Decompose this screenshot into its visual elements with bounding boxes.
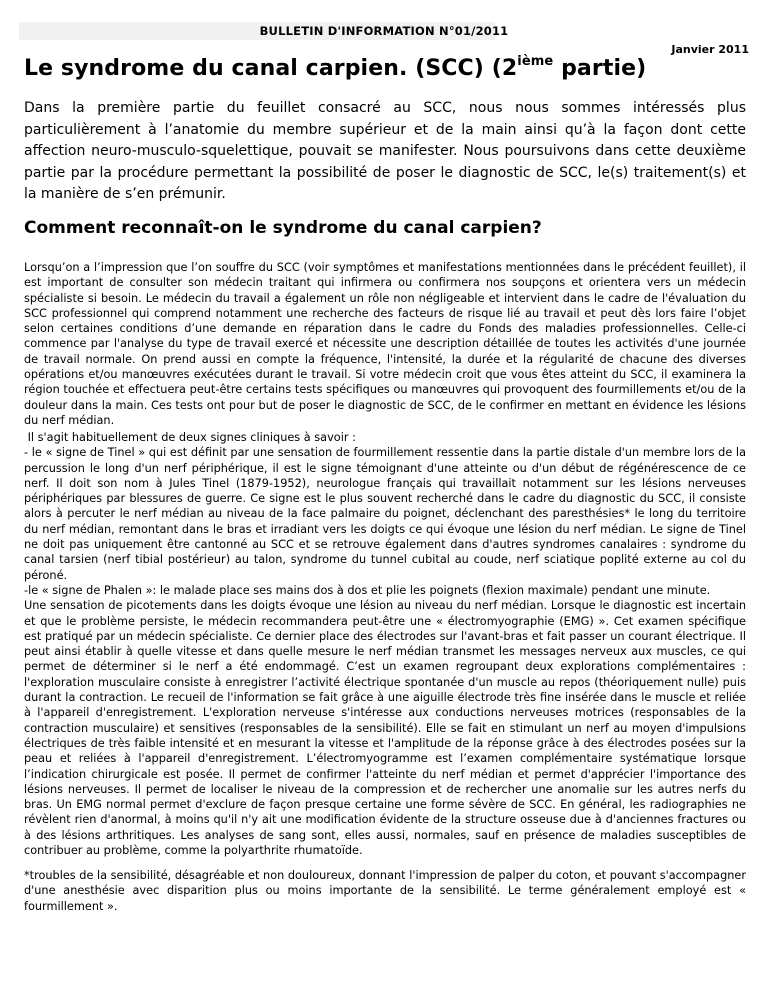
- footnote: *troubles de la sensibilité, désagréable et non douloureux, donnant l'impression de palper du coton, et pouvant s'accompagner d'une anesthésie avec disparition plus ou moins importante de la sensibilité. Le terme généralement employé est « fourmillement ».: [24, 869, 746, 913]
- issue-date: Janvier 2011: [671, 43, 749, 56]
- emg-paragraph: Une sensation de picotements dans les doigts évoque une lésion au niveau du nerf médian. Lorsque le diagnostic est incertain et que le problème persiste, le médecin recommandera peut-être une « électromyographie (EMG) ». Cet examen spécifique est pratiqué par un médecin spécialiste. Ce dernier place des électrodes sur l'avant-bras et fait passer un courant électrique. Il peut ainsi établir à quelle vitesse et dans quelle mesure le nerf médian transmet les messages nerveux aux muscles, ce qui permet de déterminer si le nerf a été endommagé. C’est un examen regroupant deux explorations complémentaires : l'exploration musculaire consiste à enregistrer l’activité électrique spontanée d'un muscle au repos (théoriquement nulle) puis durant la contraction. Le recueil de l'information se fait grâce à une aiguille électrode très fine insérée dans le muscle et reliée à l'appareil d'enregistrement. L'exploration nerveuse s'intéresse aux conductions nerveuses motrices (responsables de la contraction musculaire) et sensitives (responsables de la sensibilité). Elle se fait en stimulant un nerf au moyen d'impulsions électriques de très faible intensité et en mesurant la vitesse et l'amplitude de la réponse grâce à des électrodes posées sur la peau et reliées à l'appareil d'enregistrement. L’électromyogramme est l’examen complémentaire systématique lorsque l’indication chirurgicale est posée. Il permet de confirmer l'atteinte du nerf médian et permet d'apprécier l'importance des lésions nerveuses. Il permet de localiser le niveau de la compression et de rechercher une anomalie sur les autres nerfs du bras. Un EMG normal permet d'exclure de façon presque certaine une forme sévère de SCC. En général, les radiographies ne révèlent rien d'anormal, à moins qu'il n'y ait une modification évidente de la structure osseuse due à d'anciennes fractures ou à des lésions arthritiques. Les analyses de sang sont, elles aussi, normales, sauf en présence de maladies susceptibles de contribuer au problème, comme la polyarthrite rhumatoïde.: [24, 599, 746, 858]
- page-title: [24, 56, 646, 81]
- body-paragraph: Lorsqu’on a l’impression que l’on souffre du SCC (voir symptômes et manifestations mentionnées dans le précédent feuillet), il est important de consulter son médecin traitant qui infirmera ou confirmera nos soupçons et orientera vers un médecin spécialiste si besoin. Le médecin du travail a également un rôle non négligeable et intervient dans le cadre de l'évaluation du SCC professionnel qui comprend notamment une recherche des facteurs de risque lié au travail et peut dès lors faire l’objet selon certaines conditions d’une demande en réparation dans le cadre du Fonds des maladies professionnelles. Celle-ci commence par l'analyse du type de travail exercé et nécessite une description détaillée de toutes les activités d'une journée de travail normale. On prend aussi en compte la fréquence, l'intensité, la durée et la régularité de chacune des diverses opérations et/ou manœuvres exécutées durant le travail. Si votre médecin croit que vous êtes atteint du SCC, il examinera la région touchée et effectuera peut-être certains tests spécifiques ou manœuvres qui provoquent des fourmillements et/ou de la douleur dans la main. Ces tests ont pour but de poser le diagnostic de SCC, de le confirmer en mettant en évidence les lésions du nerf médian.: [24, 261, 746, 427]
- title-main: Le syndrome du canal carpien. (SCC) (2: [24, 56, 518, 81]
- bulletin-header: BULLETIN D'INFORMATION N°01/2011: [259, 24, 509, 38]
- clinical-signs-block: [24, 430, 746, 858]
- phalen-sign-paragraph: -le « signe de Phalen »: le malade place ses mains dos à dos et plie les poignets (flexion maximale) pendant une minute.: [24, 583, 711, 597]
- body-paragraph: Il s'agit habituellement de deux signes cliniques à savoir :: [24, 431, 356, 444]
- intro-paragraph: Dans la première partie du feuillet consacré au SCC, nous nous sommes intéressés plus particulièrement à l’anatomie du membre supérieur et de la main ainsi qu’à la façon dont cette affection neuro-musculo-squelettique, pouvait se manifester. Nous poursuivons dans cette deuxième partie par la procédure permettant la possibilité de poser le diagnostic de SCC, le(s) traitement(s) et la manière de s’en prémunir.: [24, 100, 746, 202]
- section-heading: Comment reconnaît-on le syndrome du canal carpien?: [24, 218, 542, 238]
- title-superscript: ième: [517, 54, 554, 69]
- title-end: partie): [553, 56, 647, 81]
- tinel-sign-paragraph: - le « signe de Tinel » qui est définit par une sensation de fourmillement ressentie dans la partie distale d'un membre lors de la percussion le long d'un nerf périphérique, il est le signe témoignant d'une atteinte ou d'un début de régénérescence de ce nerf. Il doit son nom à Jules Tinel (1879-1952), neurologue français qui travaillait notamment sur les lésions nerveuses périphériques par blessures de guerre. Ce signe est le plus souvent recherché dans le cadre du diagnostic du SCC, il consiste alors à percuter le nerf médian au niveau de la face palmaire du poignet, déclenchant des paresthésies* le long du territoire du nerf médian, remontant dans le bras et irradiant vers les doigts ce qui évoque une lésion du nerf médian. Le signe de Tinel ne doit pas uniquement être cantonné au SCC et se retrouve également dans d'autres syndromes canalaires : syndrome du canal tarsien (nerf tibial postérieur) au talon, syndrome du tunnel cubital au coude, nerf sciatique poplité externe au col du péroné.: [24, 446, 746, 582]
